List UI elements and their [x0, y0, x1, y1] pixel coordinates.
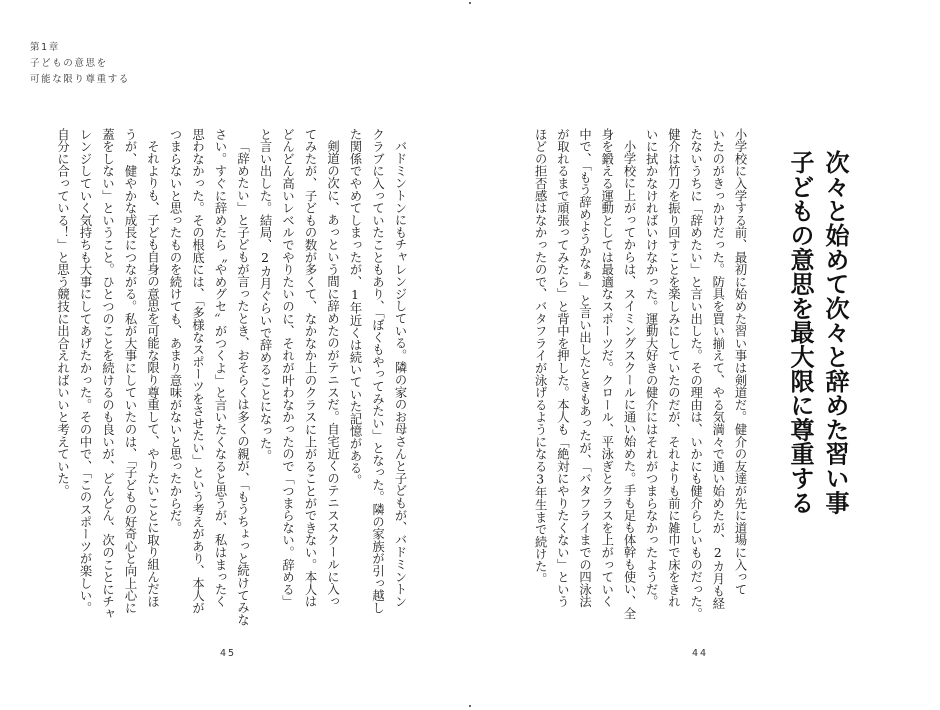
body-line: いに拭かなければいけなかった。運動大好きの健介にはそれがつまらなかったようだ。 — [644, 128, 659, 608]
body-line: 小学校に上がってからは、スイミングスクールに通い始めた。手も足も体幹も使い、全 — [621, 140, 636, 620]
body-line: それよりも、子ども自身の意思を可能な限り尊重して、やりたいことに取り組んだほ — [145, 140, 160, 608]
body-line: どんどん高いレベルでやりたいのに、それが叶わなかったので「つまらない。辞める」 — [280, 128, 295, 608]
page-number-left: 45 — [219, 648, 237, 659]
body-line: うが、健やかな成長につながる。私が大事にしていたのは、「子どもの好奇心と向上心に — [123, 128, 137, 614]
body-line: 「辞めたい」と子どもが言ったとき、おそらくは多くの親が、「もうちょっと続けてみな — [235, 140, 250, 627]
body-line: が取れるまで頑張ってみたら」と背中を押した。本人も「絶対にやりたくない」という — [555, 128, 570, 608]
body-line: クラブに入っていたこともあり、「ぼくもやってみたい」となった。隣の家族が引っ越し — [370, 128, 385, 614]
body-line: と言い出した。結局、2カ月ぐらいで辞めることになった。 — [258, 128, 272, 462]
body-line: さい。すぐに辞めたら〝やめグセ〟がつくよ」と言いたくなると思うが、私はまったく — [213, 128, 227, 608]
body-line: 健介は竹刀を振り回すことを楽しみにしていたのだが、それよりも前に雑巾で床をきれ — [666, 128, 681, 608]
body-line: 小学校に入学する前、最初に始めた習い事は剣道だ。健介の友達が先に道場に入って — [733, 128, 747, 596]
running-header — [30, 40, 130, 88]
body-line: レンジしていく気持ちも大事にしてあげたかった。その中で、「このスポーツが楽しい。 — [78, 128, 92, 614]
body-line: 蓋をしない」ということ。ひとつのことを続けるのも良いが、どんどん、次のことにチャ — [100, 128, 115, 620]
chapter-number: 第1章 — [30, 42, 60, 53]
section-title-sub: 子どもの意思を最大限に尊重する — [786, 150, 814, 515]
body-line: たないうちに「辞めたい」と言い出した。その理由は、いかにも健介らしいものだった。 — [688, 128, 703, 620]
crop-mark-bottom — [469, 705, 471, 707]
crop-mark-top — [469, 2, 471, 4]
body-line: 中で、「もう辞めようかなぁ」と言い出したときもあったが、「バタフライまでの四泳法 — [577, 128, 592, 608]
body-line: てみたが、子どもの数が多くて、なかなか上のクラスに上がることができない。本人は — [303, 128, 317, 608]
body-line: 剣道の次に、あっという間に辞めたのがテニスだ。自宅近くのテニススクールに入っ — [325, 140, 340, 608]
page-number-right: 44 — [691, 648, 709, 659]
body-line: た関係でやめてしまったが、1年近くは続いていた記憶がある。 — [348, 128, 362, 487]
body-line: いたのがきっかけだった。防具を買い揃えて、やる気満々で通い始めたが、2カ月も経 — [710, 128, 725, 610]
body-line: つまらないと思ったものを続けても、あまり意味がないと思ったからだ。 — [168, 128, 182, 534]
section-title-main: 次々と始めて次々と辞めた習い事 — [821, 150, 849, 515]
chapter-title-line-1: 子どもの意思を — [30, 58, 108, 69]
chapter-title-line-2: 可能な限り尊重する — [30, 74, 130, 85]
body-line: バドミントンにもチャレンジしている。隣の家のお母さんと子どもが、バドミントン — [393, 140, 407, 608]
body-line: 身を鍛える運動としては最適なスポーツだ。クロール、平泳ぎとクラスを上がっていく — [599, 128, 614, 608]
body-line: ほどの拒否感はなかったので、バタフライが泳げるようになる3年生まで続けた。 — [533, 128, 548, 585]
left-page-body — [51, 128, 411, 648]
section-title — [782, 150, 852, 530]
right-page-body — [529, 128, 751, 648]
body-line: 自分に合っている！」と思う競技に出合えればいいと考えていた。 — [55, 128, 70, 497]
body-line: 思わなかった。その根底には、「多様なスポーツをさせたい」という考えがあり、本人が — [190, 128, 205, 614]
